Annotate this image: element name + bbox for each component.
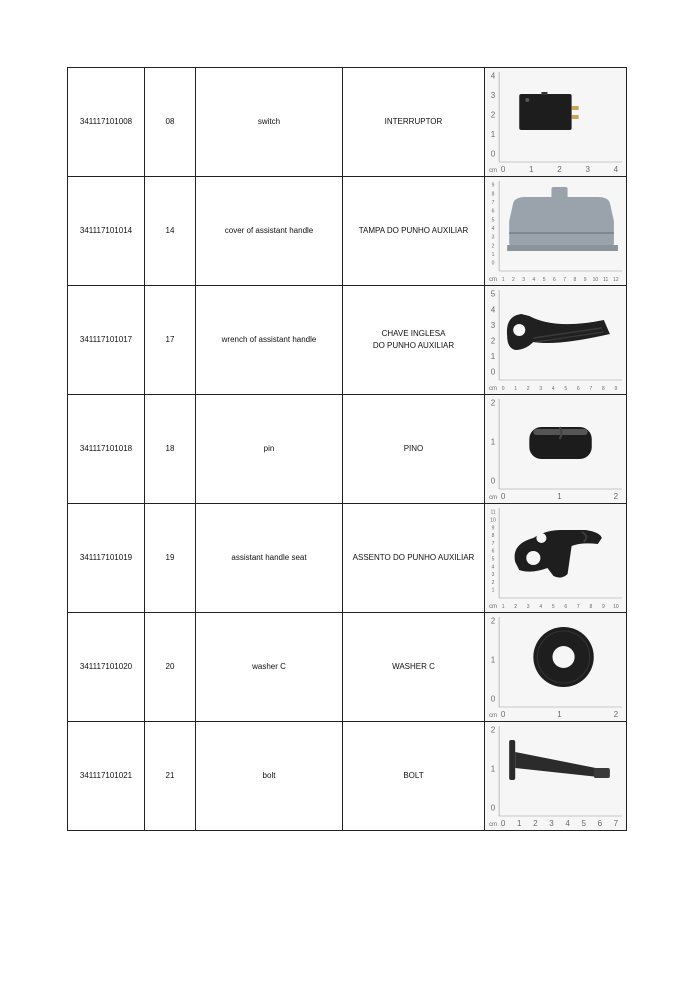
part-row <box>68 722 627 831</box>
part-position: 17 <box>145 286 196 395</box>
scale-mark-vertical: 2 <box>490 110 496 120</box>
handle-seat-photo-icon <box>485 504 626 612</box>
scale-mark-horizontal: 7 <box>613 819 619 828</box>
scale-mark-vertical: 2 <box>491 243 495 250</box>
scale-mark-horizontal: 8 <box>589 604 593 610</box>
scale-mark-vertical: 11 <box>490 509 496 516</box>
scale-mark-horizontal: 0 <box>500 165 506 174</box>
part-name-portuguese-line: INTERRUPTOR <box>384 117 443 126</box>
part-name-portuguese-line: DO PUNHO AUXILIAR <box>372 341 455 350</box>
scale-mark-horizontal: 6 <box>597 819 603 828</box>
scale-mark-vertical: 1 <box>490 352 496 362</box>
scale-mark-vertical: 2 <box>490 398 496 408</box>
part-code: 341117101019 <box>68 504 145 613</box>
scale-unit-label: cm <box>489 604 498 610</box>
scale-mark-vertical: 5 <box>491 556 495 563</box>
scale-mark-vertical: 1 <box>491 252 495 258</box>
scale-mark-vertical: 1 <box>490 764 496 774</box>
scale-mark-horizontal: 2 <box>514 604 518 610</box>
scale-mark-vertical: 1 <box>490 130 496 140</box>
scale-mark-vertical: 0 <box>490 367 496 377</box>
scale-mark-vertical: 1 <box>490 437 496 447</box>
scale-mark-horizontal: 8 <box>601 386 605 392</box>
scale-mark-horizontal: 7 <box>563 277 567 283</box>
scale-mark-horizontal: 6 <box>576 386 580 392</box>
scale-mark-vertical: 2 <box>490 725 496 735</box>
scale-mark-horizontal: 3 <box>549 819 554 828</box>
scale-unit-label: cm <box>489 495 498 501</box>
part-name-english: washer C <box>196 613 343 722</box>
scale-mark-vertical: 2 <box>490 616 496 626</box>
part-photo <box>485 722 627 831</box>
part-code: 341117101020 <box>68 613 145 722</box>
scale-mark-horizontal: 4 <box>565 819 570 828</box>
part-name-english: bolt <box>196 722 343 831</box>
part-name-portuguese-line: WASHER C <box>392 662 435 671</box>
scale-mark-horizontal: 2 <box>533 819 538 828</box>
part-photo <box>485 68 627 177</box>
scale-mark-vertical: 8 <box>491 191 495 198</box>
scale-mark-vertical: 4 <box>490 305 496 315</box>
scale-mark-vertical: 1 <box>490 655 496 665</box>
scale-mark-horizontal: 1 <box>529 165 534 174</box>
scale-mark-horizontal: 9 <box>583 277 587 283</box>
scale-mark-horizontal: 1 <box>501 277 505 283</box>
part-name-english: cover of assistant handle <box>196 177 343 286</box>
scale-mark-horizontal: 0 <box>501 386 505 392</box>
scale-mark-horizontal: 1 <box>514 386 518 392</box>
parts-table <box>67 67 627 831</box>
scale-mark-vertical: 5 <box>491 217 495 224</box>
part-name-english: assistant handle seat <box>196 504 343 613</box>
part-name-english: pin <box>196 395 343 504</box>
scale-mark-vertical: 0 <box>490 803 496 813</box>
part-photo <box>485 395 627 504</box>
scale-mark-horizontal: 0 <box>500 710 506 719</box>
scale-mark-vertical: 3 <box>491 234 495 241</box>
part-name-portuguese-line: ASSENTO DO PUNHO AUXILIAR <box>352 553 475 562</box>
scale-mark-vertical: 4 <box>490 71 496 81</box>
scale-mark-vertical: 6 <box>491 208 495 215</box>
scale-mark-horizontal: 8 <box>573 277 577 283</box>
scale-mark-vertical: 9 <box>491 182 495 189</box>
scale-mark-horizontal: 5 <box>551 604 555 610</box>
scale-mark-horizontal: 5 <box>581 819 586 828</box>
scale-mark-vertical: 4 <box>491 564 495 571</box>
part-name-portuguese-line: CHAVE INGLESA <box>381 329 446 338</box>
part-name-portuguese <box>343 395 485 504</box>
scale-mark-horizontal: 2 <box>526 386 530 392</box>
scale-mark-vertical: 0 <box>490 476 496 486</box>
part-photo <box>485 286 627 395</box>
scale-mark-vertical: 8 <box>491 533 495 540</box>
handle-cover-photo-icon <box>485 177 626 285</box>
part-row <box>68 68 627 177</box>
scale-mark-vertical: 6 <box>491 548 495 555</box>
part-photo <box>485 177 627 286</box>
switch-photo-icon <box>485 68 626 176</box>
scale-mark-horizontal: 7 <box>589 386 593 392</box>
part-code: 341117101021 <box>68 722 145 831</box>
scale-mark-horizontal: 9 <box>614 386 618 392</box>
scale-mark-horizontal: 3 <box>585 165 590 174</box>
part-photo <box>485 613 627 722</box>
scale-mark-vertical: 1 <box>491 587 495 594</box>
part-row <box>68 395 627 504</box>
scale-mark-vertical: 3 <box>490 320 496 330</box>
part-code: 341117101018 <box>68 395 145 504</box>
scale-mark-horizontal: 3 <box>526 604 530 610</box>
scale-mark-vertical: 10 <box>490 517 496 524</box>
part-name-english: wrench of assistant handle <box>196 286 343 395</box>
scale-mark-vertical: 2 <box>491 579 495 586</box>
washer-photo-icon <box>485 613 626 721</box>
scale-mark-horizontal: 10 <box>592 277 599 283</box>
scale-mark-horizontal: 3 <box>539 386 543 392</box>
scale-mark-horizontal: 5 <box>564 386 568 392</box>
part-photo <box>485 504 627 613</box>
part-name-portuguese <box>343 286 485 395</box>
scale-mark-horizontal: 4 <box>551 386 555 392</box>
part-row <box>68 286 627 395</box>
part-position: 08 <box>145 68 196 177</box>
scale-mark-horizontal: 4 <box>613 165 619 174</box>
scale-mark-horizontal: 2 <box>557 165 562 174</box>
scale-mark-horizontal: 0 <box>500 819 506 828</box>
scale-mark-horizontal: 2 <box>613 710 619 719</box>
part-row <box>68 177 627 286</box>
part-position: 21 <box>145 722 196 831</box>
bolt-photo-icon <box>485 722 626 830</box>
scale-mark-horizontal: 7 <box>576 604 580 610</box>
scale-unit-label: cm <box>489 386 498 392</box>
scale-mark-vertical: 7 <box>491 200 495 206</box>
scale-mark-horizontal: 9 <box>601 604 605 610</box>
part-position: 14 <box>145 177 196 286</box>
scale-mark-horizontal: 1 <box>557 710 562 719</box>
part-code: 341117101008 <box>68 68 145 177</box>
scale-mark-horizontal: 1 <box>517 819 522 828</box>
part-code: 341117101017 <box>68 286 145 395</box>
part-row <box>68 504 627 613</box>
pin-photo-icon <box>485 395 626 503</box>
scale-unit-label: cm <box>489 277 498 283</box>
scale-mark-horizontal: 3 <box>522 277 526 283</box>
scale-mark-vertical: 2 <box>490 336 496 346</box>
part-name-portuguese <box>343 177 485 286</box>
scale-mark-horizontal: 4 <box>539 604 543 610</box>
part-position: 19 <box>145 504 196 613</box>
part-name-portuguese <box>343 68 485 177</box>
part-name-english: switch <box>196 68 343 177</box>
handle-wrench-photo-icon <box>485 286 626 394</box>
scale-mark-horizontal: 11 <box>603 277 609 283</box>
part-position: 20 <box>145 613 196 722</box>
part-position: 18 <box>145 395 196 504</box>
scale-mark-vertical: 7 <box>491 540 495 547</box>
scale-mark-horizontal: 10 <box>613 604 619 610</box>
part-name-portuguese-line: BOLT <box>403 771 424 780</box>
scale-mark-horizontal: 12 <box>613 277 619 283</box>
scale-mark-vertical: 0 <box>490 149 496 159</box>
scale-mark-horizontal: 2 <box>511 277 515 283</box>
scale-mark-vertical: 3 <box>491 572 495 579</box>
scale-mark-vertical: 5 <box>490 289 496 299</box>
part-name-portuguese-line: TAMPA DO PUNHO AUXILIAR <box>358 226 469 235</box>
scale-mark-horizontal: 1 <box>557 492 562 501</box>
scale-mark-horizontal: 0 <box>500 492 506 501</box>
scale-unit-label: cm <box>489 168 498 174</box>
scale-mark-vertical: 4 <box>491 226 495 232</box>
scale-mark-horizontal: 4 <box>532 277 536 283</box>
scale-mark-horizontal: 2 <box>613 492 619 501</box>
part-row <box>68 613 627 722</box>
part-name-portuguese <box>343 613 485 722</box>
part-name-portuguese-line: PINO <box>403 444 424 453</box>
scale-mark-horizontal: 6 <box>553 277 556 283</box>
scale-mark-horizontal: 5 <box>542 277 546 283</box>
scale-mark-vertical: 9 <box>491 525 495 532</box>
part-name-portuguese <box>343 722 485 831</box>
scale-mark-vertical: 0 <box>491 260 495 267</box>
scale-mark-vertical: 3 <box>490 91 496 101</box>
scale-mark-horizontal: 1 <box>501 604 505 610</box>
part-code: 341117101014 <box>68 177 145 286</box>
scale-unit-label: cm <box>489 822 498 828</box>
scale-mark-horizontal: 6 <box>564 604 568 610</box>
part-name-portuguese <box>343 504 485 613</box>
scale-unit-label: cm <box>489 713 498 719</box>
scale-mark-vertical: 0 <box>490 694 496 704</box>
